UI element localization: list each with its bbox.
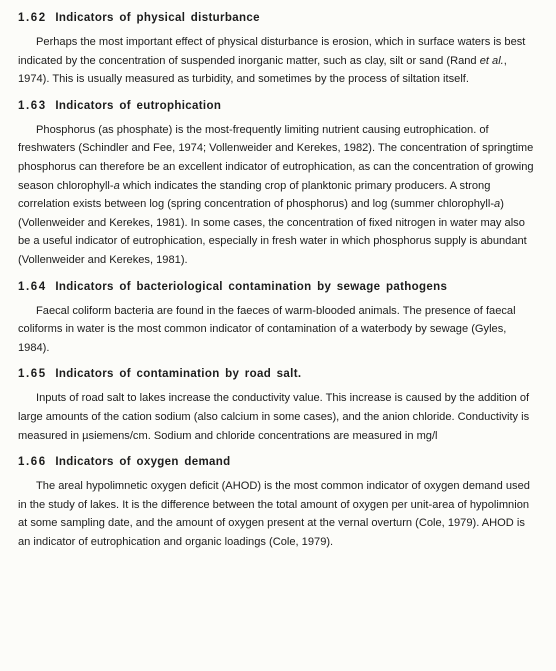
section-heading [18, 10, 534, 26]
section-number: 1.65 [18, 368, 47, 381]
section-heading [18, 366, 534, 382]
section-paragraph: The areal hypolimnetic oxygen deficit (AHOD) is the most common indicator of oxygen demand used in the study of lakes. It is the difference between the total amount of oxygen per unit-area of hypolimnion at some sampling date, and the amount of oxygen present at the vernal overturn (Cole, 1979). AHOD is an indicator of eutrophication and organic loadings (Cole, 1979). [18, 480, 530, 548]
section-number: 1.64 [18, 280, 47, 293]
section-paragraph: Inputs of road salt to lakes increase the conductivity value. This increase is caused by the addition of large amounts of the cation sodium (also calcium in some cases), and the anion chloride. Conductivity is measured in µsiemens/cm. Sodium and chloride concentrations are measured in mg/l [18, 392, 530, 442]
section-bacteriological-contamination [18, 279, 534, 358]
section-title: Indicators of physical disturbance [55, 12, 260, 24]
section-number: 1.63 [18, 99, 47, 112]
section-physical-disturbance [18, 10, 534, 89]
section-paragraph: Perhaps the most important effect of physical disturbance is erosion, which in surface waters is best indicated by the concentration of suspended inorganic matter, such as clay, silt or sand (Rand et al., 1974). This is usually measured as turbidity, and sometimes by the process of siltation itself. [18, 36, 526, 86]
section-road-salt [18, 366, 534, 445]
section-eutrophication [18, 98, 534, 270]
section-title: Indicators of eutrophication [55, 99, 222, 112]
section-paragraph: Faecal coliform bacteria are found in the faeces of warm-blooded animals. The presence of faecal coliforms in water is the most common indicator of contamination of a waterbody by sewage (Gyles, 1984). [18, 304, 516, 354]
section-heading [18, 454, 534, 470]
section-title: Indicators of contamination by road salt. [55, 368, 302, 381]
section-paragraph: Phosphorus (as phosphate) is the most-frequently limiting nutrient causing eutrophication. of freshwaters (Schindler and Fee, 1974; Vollenweider and Kerekes, 1982). The concentration of springtime phosphorus can therefore be an excellent indicator of eutrophication, as can the concentration of growing season chlorophyll-a which indicates the standing crop of planktonic primary producers. A strong correlation exists between log (spring concentration of phosphorus) and log (summer chlorophyll-a) (Vollenweider and Kerekes, 1981). In some cases, the concentration of fixed nitrogen in water may also be a useful indicator of eutrophication, especially in fresh water in which phosphorus supply is abundant (Vollenweider and Kerekes, 1981). [18, 123, 534, 266]
section-heading [18, 279, 534, 295]
section-heading [18, 98, 534, 114]
section-title: Indicators of oxygen demand [55, 456, 231, 469]
section-number: 1.62 [18, 12, 47, 24]
section-oxygen-demand [18, 454, 534, 551]
section-number: 1.66 [18, 456, 47, 469]
section-title: Indicators of bacteriological contamination by sewage pathogens [55, 280, 448, 293]
